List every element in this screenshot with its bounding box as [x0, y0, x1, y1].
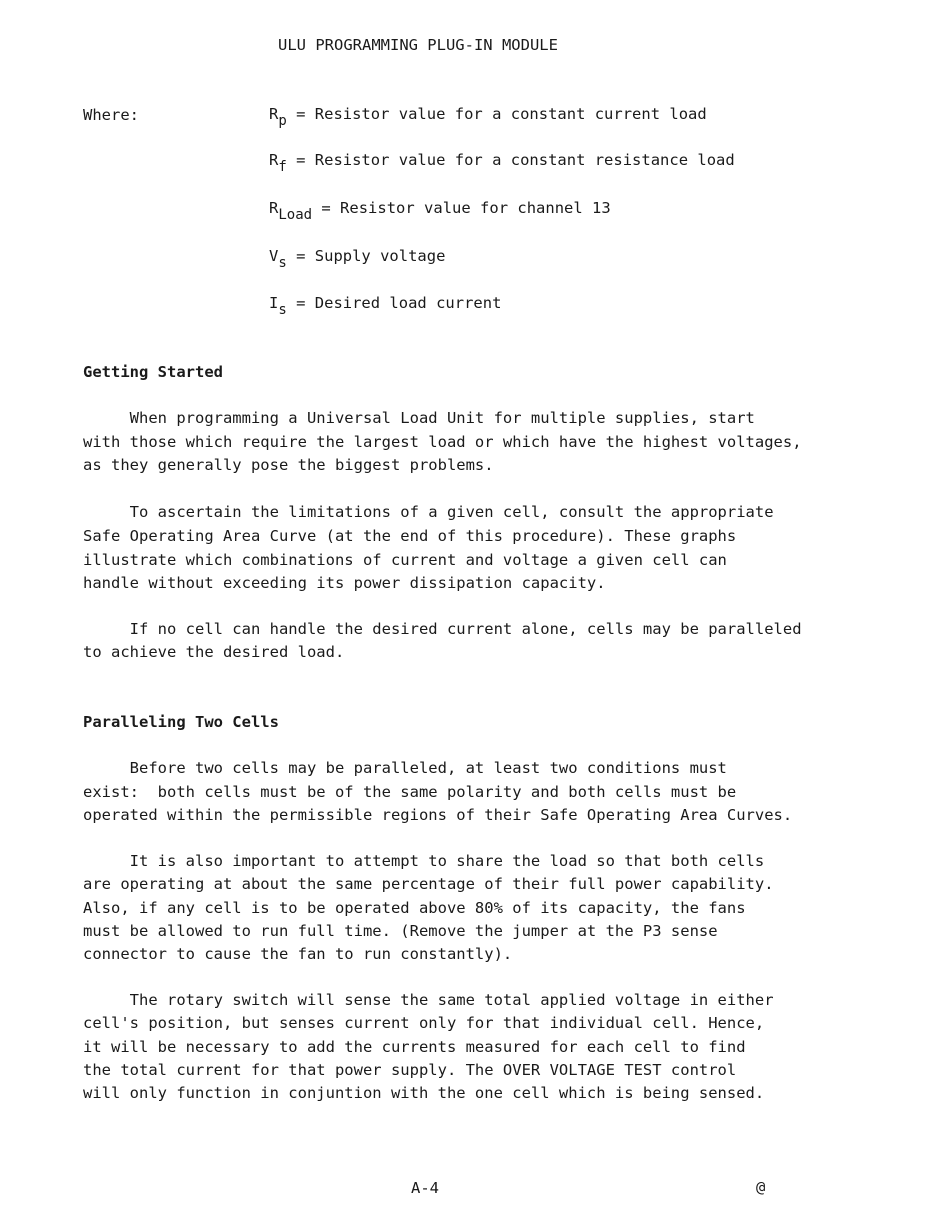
where-label: Where:	[83, 106, 139, 124]
text-line: When programming a Universal Load Unit for multiple supplies, start	[83, 409, 755, 427]
text-line: connector to cause the fan to run constantly).	[83, 945, 513, 963]
text-line: as they generally pose the biggest problems.	[83, 456, 494, 474]
text-line: Safe Operating Area Curve (at the end of this procedure). These graphs	[83, 527, 737, 545]
footer-mark: @	[756, 1178, 766, 1196]
definition-rp: Rp = Resistor value for a constant current load	[269, 105, 707, 129]
section-heading-paralleling: Paralleling Two Cells	[83, 713, 279, 731]
text-line: Before two cells may be paralleled, at least two conditions must	[83, 759, 727, 777]
text-line: with those which require the largest load or which have the highest voltages,	[83, 433, 802, 451]
definition-is: Is = Desired load current	[269, 294, 502, 318]
text-line: the total current for that power supply. The OVER VOLTAGE TEST control	[83, 1061, 737, 1079]
definition-vs: Vs = Supply voltage	[269, 247, 446, 271]
text-line: It is also important to attempt to share the load so that both cells	[83, 852, 765, 870]
text-line: If no cell can handle the desired current alone, cells may be paralleled	[83, 620, 802, 638]
text-line: exist: both cells must be of the same polarity and both cells must be	[83, 783, 737, 801]
text-line: are operating at about the same percentage of their full power capability.	[83, 875, 774, 893]
text-line: operated within the permissible regions of their Safe Operating Area Curves.	[83, 806, 793, 824]
text-line: it will be necessary to add the currents measured for each cell to find	[83, 1038, 746, 1056]
text-line: handle without exceeding its power dissipation capacity.	[83, 574, 606, 592]
text-line: Also, if any cell is to be operated above 80% of its capacity, the fans	[83, 899, 746, 917]
text-line: must be allowed to run full time. (Remove the jumper at the P3 sense	[83, 922, 718, 940]
text-line: to achieve the desired load.	[83, 643, 345, 661]
text-line: will only function in conjuntion with the one cell which is being sensed.	[83, 1084, 765, 1102]
text-line: illustrate which combinations of current and voltage a given cell can	[83, 551, 727, 569]
section-heading-getting-started: Getting Started	[83, 363, 223, 381]
text-line: cell's position, but senses current only for that individual cell. Hence,	[83, 1014, 765, 1032]
definition-rf: Rf = Resistor value for a constant resistance load	[269, 151, 735, 175]
text-line: To ascertain the limitations of a given cell, consult the appropriate	[83, 503, 774, 521]
page-number: A-4	[411, 1179, 439, 1197]
definition-rload: RLoad = Resistor value for channel 13	[269, 199, 611, 223]
text-line: The rotary switch will sense the same total applied voltage in either	[83, 991, 774, 1009]
page-title: ULU PROGRAMMING PLUG-IN MODULE	[278, 36, 558, 54]
